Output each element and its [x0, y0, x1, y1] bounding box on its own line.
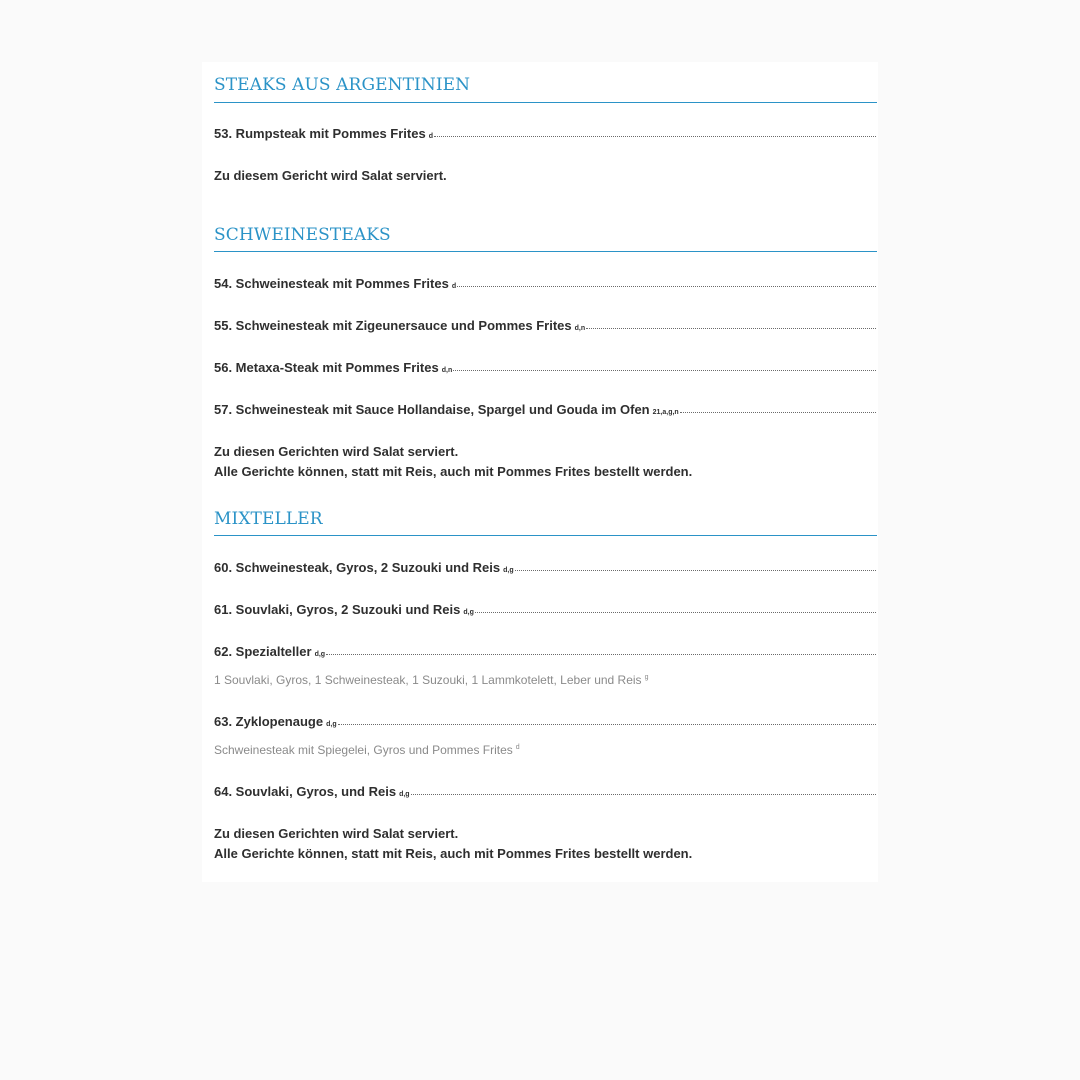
- dotted-leader: [453, 369, 876, 371]
- dotted-leader: [457, 285, 876, 287]
- allergen-codes: g: [644, 674, 649, 681]
- section-note: [214, 166, 447, 186]
- section-note: [214, 442, 692, 482]
- section-note: [214, 824, 692, 864]
- dotted-leader: [680, 411, 876, 413]
- dotted-leader: [411, 793, 876, 795]
- menu-item-name: 64. Souvlaki, Gyros, und Reis: [214, 784, 397, 799]
- note-line: Zu diesen Gerichten wird Salat serviert.: [214, 444, 459, 459]
- menu-item-56: 56. Metaxa-Steak mit Pommes Frites d,n: [214, 360, 876, 375]
- menu-item-57: 57. Schweinesteak mit Sauce Hollandaise, Spargel und Gouda im Ofen 21,a,g,n: [214, 402, 876, 417]
- menu-item-name: 54. Schweinesteak mit Pommes Frites: [214, 276, 449, 291]
- menu-item-description: [214, 673, 648, 687]
- menu-item-name: 55. Schweinesteak mit Zigeunersauce und Pommes Frites: [214, 318, 572, 333]
- menu-item-62: 62. Spezialteller d,g: [214, 644, 876, 659]
- section-divider: [214, 535, 877, 536]
- menu-item-name: 60. Schweinesteak, Gyros, 2 Suzouki und Reis: [214, 560, 501, 575]
- menu-item-60: 60. Schweinesteak, Gyros, 2 Suzouki und Reis d,g: [214, 560, 876, 575]
- note-line: Alle Gerichte können, statt mit Reis, auch mit Pommes Frites bestellt werden.: [214, 464, 693, 479]
- menu-item-64: 64. Souvlaki, Gyros, und Reis d,g: [214, 784, 876, 799]
- section-divider: [214, 102, 877, 103]
- dotted-leader: [434, 135, 876, 137]
- dotted-leader: [515, 569, 876, 571]
- menu-item-61: 61. Souvlaki, Gyros, 2 Suzouki und Reis d,g: [214, 602, 876, 617]
- section-title-steaks-aus-argentinien: STEAKS AUS ARGENTINIEN: [214, 75, 471, 95]
- menu-item-55: 55. Schweinesteak mit Zigeunersauce und Pommes Frites d,n: [214, 318, 876, 333]
- menu-item-name: 53. Rumpsteak mit Pommes Frites: [214, 126, 426, 141]
- note-line: Zu diesem Gericht wird Salat serviert.: [214, 168, 447, 183]
- menu-item-description: [214, 743, 520, 757]
- note-line: Zu diesen Gerichten wird Salat serviert.: [214, 826, 459, 841]
- dotted-leader: [338, 723, 876, 725]
- allergen-codes: d: [515, 744, 520, 751]
- description-text: Schweinesteak mit Spiegelei, Gyros und Pommes Frites: [214, 743, 513, 757]
- menu-item-53: 53. Rumpsteak mit Pommes Frites d: [214, 126, 876, 141]
- menu-item-54: 54. Schweinesteak mit Pommes Frites d: [214, 276, 876, 291]
- section-title-schweinesteaks: SCHWEINESTEAKS: [214, 225, 391, 245]
- menu-item-name: 56. Metaxa-Steak mit Pommes Frites: [214, 360, 439, 375]
- section-divider: [214, 251, 877, 252]
- dotted-leader: [475, 611, 876, 613]
- dotted-leader: [326, 653, 876, 655]
- dotted-leader: [586, 327, 876, 329]
- section-title-mixteller: MIXTELLER: [214, 509, 323, 529]
- menu-item-name: 62. Spezialteller: [214, 644, 312, 659]
- menu-item-name: 61. Souvlaki, Gyros, 2 Suzouki und Reis: [214, 602, 461, 617]
- menu-item-name: 63. Zyklopenauge: [214, 714, 324, 729]
- note-line: Alle Gerichte können, statt mit Reis, auch mit Pommes Frites bestellt werden.: [214, 846, 693, 861]
- menu-item-63: 63. Zyklopenauge d,g: [214, 714, 876, 729]
- menu-item-name: 57. Schweinesteak mit Sauce Hollandaise, Spargel und Gouda im Ofen: [214, 402, 650, 417]
- description-text: 1 Souvlaki, Gyros, 1 Schweinesteak, 1 Suzouki, 1 Lammkotelett, Leber und Reis: [214, 673, 642, 687]
- menu-card: [202, 62, 878, 882]
